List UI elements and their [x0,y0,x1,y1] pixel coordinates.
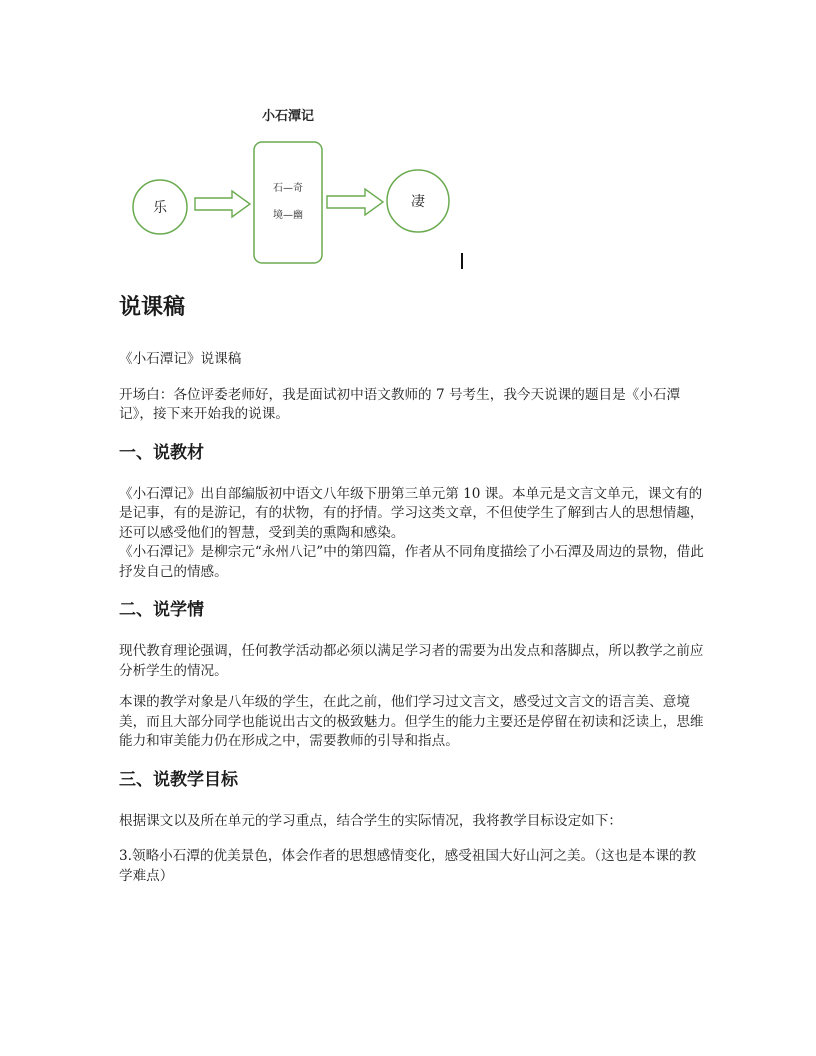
document-body [119,292,709,902]
section-heading: 三、说教学目标 [119,769,238,790]
paragraph: 现代教育理论强调，任何教学活动都必须以满足学习者的需要为出发点和落脚点，所以教学之前应分析学生的情况。 [119,643,704,679]
paragraph: 根据课文以及所在单元的学习重点，结合学生的实际情况，我将教学目标设定如下： [119,812,622,829]
document-subtitle: 《小石潭记》说课稿 [119,351,242,367]
flow-diagram-svg [120,100,480,275]
text-cursor [461,253,463,269]
center-box [254,142,322,263]
section-heading: 一、说教材 [119,442,204,463]
arrow-right-icon [327,189,383,215]
paragraph: 《小石潭记》是柳宗元“永州八记”中的第四篇，作者从不同角度描绘了小石潭及周边的景物，借此抒发自己的情感。 [119,544,704,580]
paragraph: 3.领略小石潭的优美景色，体会作者的思想感情变化，感受祖国大好山河之美。（这也是本课的教学难点） [119,848,697,884]
opening-paragraph: 开场白：各位评委老师好，我是面试初中语文教师的 7 号考生，我今天说课的题目是《小石潭记》，接下来开始我的说课。 [119,386,681,422]
center-line-2: 境—幽 [273,210,303,221]
center-line-1: 石—奇 [273,183,303,194]
document-title: 说课稿 [119,295,186,320]
section-heading: 二、说学情 [119,600,204,620]
arrow-right-icon [195,191,250,217]
flow-diagram [120,100,480,275]
paragraph: 本课的教学对象是八年级的学生，在此之前，他们学习过文言文，感受过文言文的语言美、意境美，而且大部分同学也能说出古文的极致魅力。但学生的能力主要还是停留在初读和泛读上，思维能力和审美能力仍在形成之中，需要教师的引导和指点。 [119,694,704,749]
paragraph: 《小石潭记》出自部编版初中语文八年级下册第三单元第 10 课。本单元是文言文单元，课文有的是记事，有的是游记，有的状物，有的抒情。学习这类文章，不但使学生了解到古人的思想情趣，还可以感受他们的智慧，受到美的熏陶和感染。 [119,485,704,541]
right-node-label: 凄 [411,194,425,210]
left-node-label: 乐 [153,200,167,216]
diagram-title: 小石潭记 [261,109,315,124]
